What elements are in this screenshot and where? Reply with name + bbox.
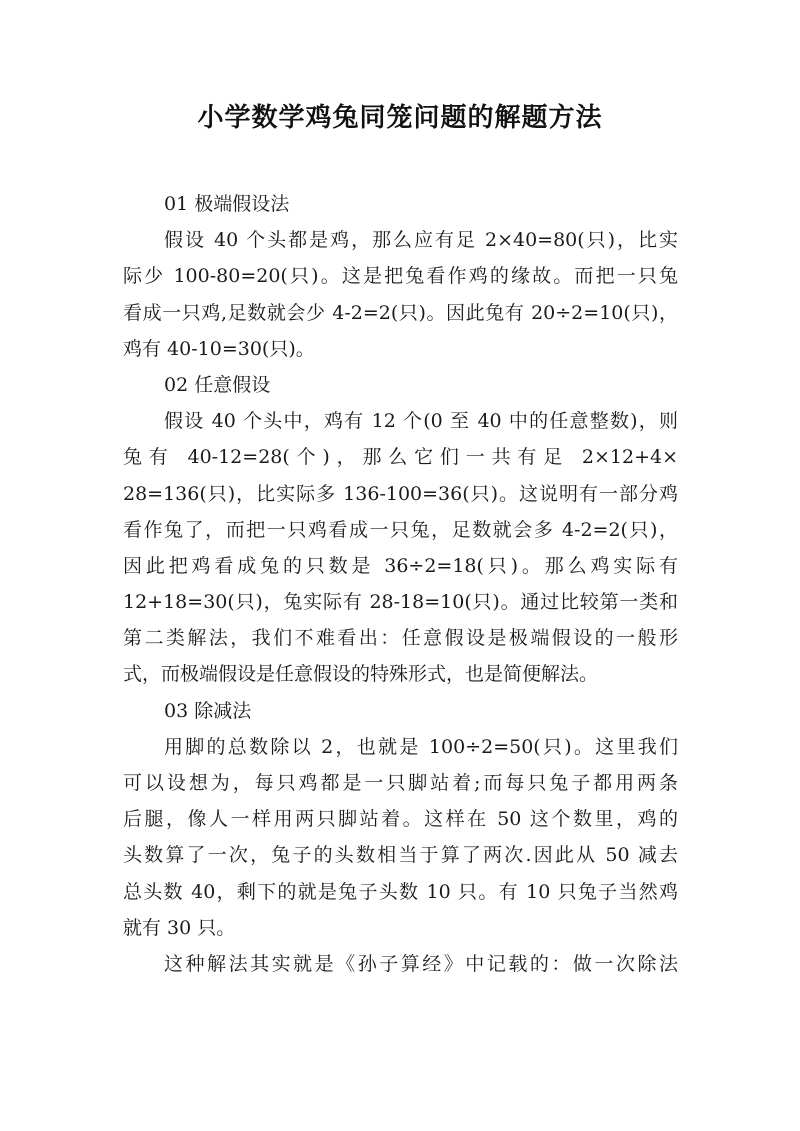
paragraph-line: 兔有 40-12=28(个)，那么它们一共有足 2×12+4× bbox=[123, 446, 678, 469]
section-heading-extreme-assumption: 01 极端假设法 bbox=[164, 193, 290, 215]
section-heading-division-subtraction: 03 除减法 bbox=[164, 699, 252, 722]
paragraph-line: 看成一只鸡,足数就会少 4-2=2(只)。因此兔有 20÷2=10(只)， bbox=[123, 301, 678, 324]
paragraph-line: 假设 40 个头都是鸡，那么应有足 2×40=80(只)，比实 bbox=[164, 229, 678, 252]
paragraph-line: 因此把鸡看成兔的只数是 36÷2=18(只)。那么鸡实际有 bbox=[123, 554, 678, 577]
paragraph-line: 用脚的总数除以 2，也就是 100÷2=50(只)。这里我们 bbox=[164, 735, 678, 758]
paragraph-line: 总头数 40，剩下的就是兔子头数 10 只。有 10 只兔子当然鸡 bbox=[123, 880, 678, 903]
paragraph-line: 看作兔了，而把一只鸡看成一只兔，足数就会多 4-2=2(只)， bbox=[123, 518, 678, 541]
paragraph-line: 假设 40 个头中，鸡有 12 个(0 至 40 中的任意整数)，则 bbox=[164, 410, 678, 433]
paragraph-line: 第二类解法，我们不难看出：任意假设是极端假设的一般形 bbox=[123, 627, 678, 650]
document-body bbox=[123, 186, 678, 982]
paragraph-line: 就有 30 只。 bbox=[123, 916, 236, 939]
document-title: 小学数学鸡兔同笼问题的解题方法 bbox=[197, 103, 603, 133]
paragraph-line: 后腿，像人一样用两只脚站着。这样在 50 这个数里，鸡的 bbox=[123, 808, 678, 831]
paragraph-line: 际少 100-80=20(只)。这是把兔看作鸡的缘故。而把一只兔 bbox=[123, 265, 678, 288]
paragraph-line: 式，而极端假设是任意假设的特殊形式，也是简便解法。 bbox=[123, 663, 599, 686]
paragraph-line: 12+18=30(只)，兔实际有 28-18=10(只)。通过比较第一类和 bbox=[123, 591, 678, 614]
paragraph-line: 头数算了一次，兔子的头数相当于算了两次.因此从 50 减去 bbox=[123, 844, 678, 867]
paragraph-line: 这种解法其实就是《孙子算经》中记载的：做一次除法 bbox=[164, 952, 678, 975]
paragraph-line: 鸡有 40-10=30(只)。 bbox=[123, 337, 315, 360]
section-heading-arbitrary-assumption: 02 任意假设 bbox=[164, 373, 271, 396]
paragraph-line: 可以设想为，每只鸡都是一只脚站着;而每只兔子都用两条 bbox=[123, 772, 678, 794]
paragraph-line: 28=136(只)，比实际多 136-100=36(只)。这说明有一部分鸡 bbox=[123, 482, 678, 505]
